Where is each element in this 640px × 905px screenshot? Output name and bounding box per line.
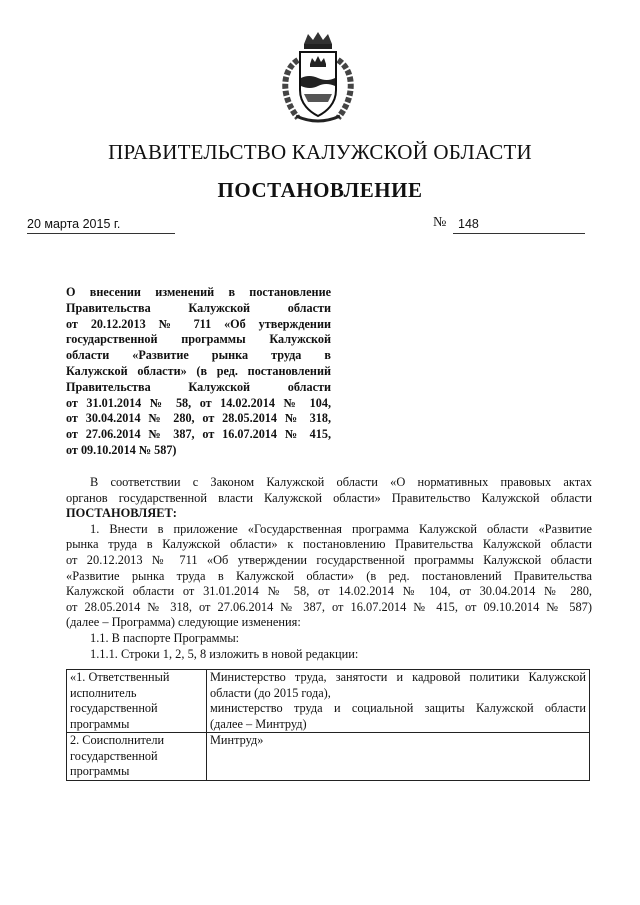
paragraph-line: от 20.12.2013 № 711 «Об утверждении государственной программы Калужской области: [66, 552, 592, 567]
subject-line: Калужской области» (в ред. постановлений: [66, 363, 331, 378]
document-type: ПОСТАНОВЛЕНИЕ: [217, 178, 423, 202]
table-cell-value: [207, 670, 590, 733]
intro-line: В соответствии с Законом Калужской области «О нормативных правовых актах: [90, 475, 592, 489]
table-cell-value: [207, 733, 590, 781]
cell-line: исполнитель: [70, 685, 137, 700]
cell-line: (далее – Минтруд): [210, 716, 307, 731]
subject-line: государственной программы Калужской: [66, 332, 331, 347]
number-label: №: [433, 215, 447, 230]
document-date: 20 марта 2015 г.: [27, 217, 121, 231]
subject-line: от 20.12.2013 № 711 «Об утверждении: [66, 316, 331, 331]
program-passport-table: [66, 669, 590, 781]
number-underline: [453, 233, 585, 234]
paragraph-line: Калужской области от 31.01.2014 № 58, от 14.02.2014 № 104, от 30.04.2014 № 280,: [66, 584, 592, 599]
paragraph-line: «Развитие рынка труда в Калужской области» (в ред. постановлений Правительства: [66, 568, 592, 583]
intro-line: органов государственной власти Калужской области» Правительство Калужской области: [66, 490, 592, 505]
subject-line: от 09.10.2014 № 587): [66, 442, 177, 457]
date-underline: [27, 233, 175, 234]
document-body: [66, 475, 592, 662]
cell-line: программы: [70, 764, 130, 778]
government-title: ПРАВИТЕЛЬСТВО КАЛУЖСКОЙ ОБЛАСТИ: [108, 140, 532, 164]
subject-line: области «Развитие рынка труда в: [66, 348, 331, 363]
cell-line: министерство труда и социальной защиты Калужской области: [210, 701, 586, 715]
paragraph-line: (далее – Программа) следующие изменения:: [66, 615, 301, 630]
table-cell-label: [67, 670, 207, 733]
subject-line: О внесении изменений в постановление: [66, 285, 331, 299]
subject-line: от 31.01.2014 № 58, от 14.02.2014 № 104,: [66, 395, 331, 410]
cell-line: государственной: [70, 701, 158, 715]
kaluga-coat-of-arms-icon: [268, 30, 368, 128]
paragraph-line: от 28.05.2014 № 318, от 27.06.2014 № 387, от 16.07.2014 № 415, от 09.10.2014 № 587): [66, 599, 592, 614]
cell-line: Минтруд»: [210, 733, 264, 747]
document-number: 148: [458, 217, 479, 231]
cell-line: «1. Ответственный: [70, 670, 170, 684]
subject-line: Правительства Калужской области: [66, 379, 331, 394]
subparagraph: 1.1. В паспорте Программы:: [90, 630, 240, 645]
table-cell-label: [67, 733, 207, 781]
subject-block: [66, 285, 331, 459]
subparagraph: 1.1.1. Строки 1, 2, 5, 8 изложить в новой редакции:: [90, 646, 359, 661]
cell-line: 2. Соисполнители: [70, 733, 165, 747]
cell-line: государственной: [70, 748, 158, 763]
cell-line: Министерство труда, занятости и кадровой политики Калужской: [210, 670, 586, 684]
subject-line: от 30.04.2014 № 280, от 28.05.2014 № 318,: [66, 411, 331, 426]
table-row: [67, 670, 590, 733]
paragraph-line: рынка труда в Калужской области» к постановлению Правительства Калужской области: [66, 537, 592, 552]
subject-line: Правительства Калужской области: [66, 300, 331, 315]
table-row: [67, 733, 590, 781]
subject-line: от 27.06.2014 № 387, от 16.07.2014 № 415,: [66, 427, 331, 442]
paragraph-line: 1. Внести в приложение «Государственная программа Калужской области «Развитие: [90, 521, 592, 536]
cell-line: области (до 2015 года),: [210, 685, 331, 700]
cell-line: программы: [70, 716, 130, 731]
resolves-heading: ПОСТАНОВЛЯЕТ:: [66, 506, 177, 521]
